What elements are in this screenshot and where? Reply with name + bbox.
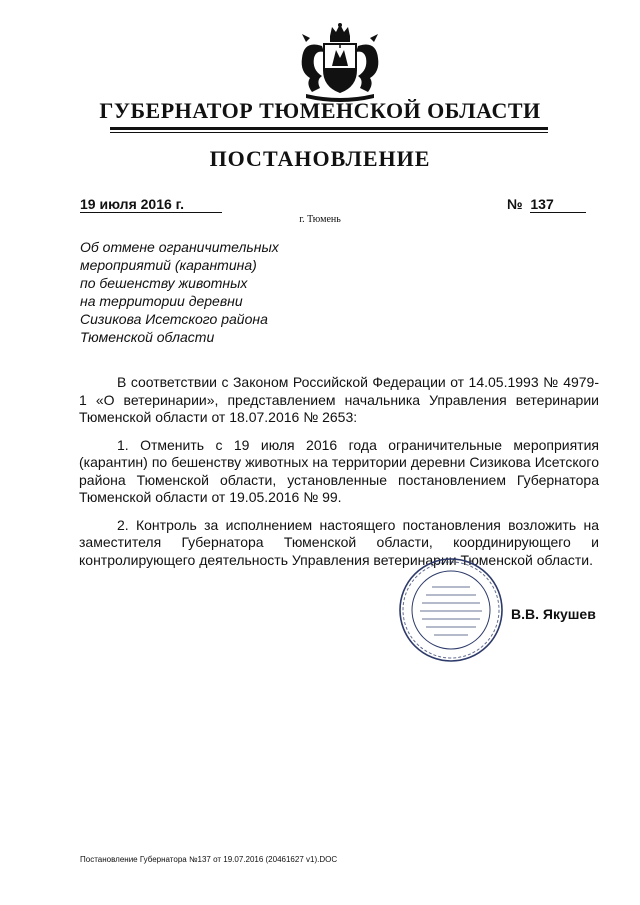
official-stamp-icon bbox=[398, 557, 504, 663]
number-label: № bbox=[507, 196, 523, 212]
body-paragraph: 2. Контроль за исполнением настоящего постановления возложить на заместителя Губернатора Тюменской области, координирующего и контролирующего деятельность Управления ветеринарии Тюменской области. bbox=[79, 516, 599, 568]
signer-name: В.В. Якушев bbox=[511, 606, 596, 622]
subject-line: Тюменской области bbox=[80, 329, 215, 345]
document-type: ПОСТАНОВЛЕНИЕ bbox=[209, 146, 431, 171]
header-rule-thick bbox=[110, 127, 548, 130]
coat-of-arms-icon bbox=[292, 22, 388, 102]
subject-line: мероприятий (карантина) bbox=[80, 257, 257, 273]
document-number bbox=[507, 196, 554, 212]
document-body bbox=[79, 374, 599, 579]
document-subject bbox=[80, 238, 279, 346]
number-value: 137 bbox=[530, 196, 554, 212]
body-paragraph: В соответствии с Законом Российской Федерации от 14.05.1993 № 4979-1 «О ветеринарии», представлением начальника Управления ветеринарии Тюменской области от 18.07.2016 № 2653: bbox=[79, 374, 599, 425]
subject-line: Об отмене ограничительных bbox=[80, 239, 279, 255]
body-paragraph: 1. Отменить с 19 июля 2016 года ограничительные мероприятия (карантин) по бешенству животных на территории деревни Сизикова Исетского района Тюменской области, установленные постановлением Губернатора Тюменской области от 19.05.2016 № 99. bbox=[79, 436, 599, 505]
date-underline bbox=[80, 212, 222, 213]
subject-line: Сизикова Исетского района bbox=[80, 311, 268, 327]
subject-line: по бешенству животных bbox=[80, 275, 248, 291]
issuer-title: ГУБЕРНАТОР ТЮМЕНСКОЙ ОБЛАСТИ bbox=[99, 98, 541, 123]
header-rule-thin bbox=[110, 132, 548, 133]
document-date: 19 июля 2016 г. bbox=[80, 196, 184, 212]
subject-line: на территории деревни bbox=[80, 293, 243, 309]
document-place: г. Тюмень bbox=[299, 214, 341, 225]
footer-file-ref: Постановление Губернатора №137 от 19.07.2016 (20461627 v1).DOC bbox=[80, 855, 338, 864]
number-underline bbox=[530, 212, 586, 213]
